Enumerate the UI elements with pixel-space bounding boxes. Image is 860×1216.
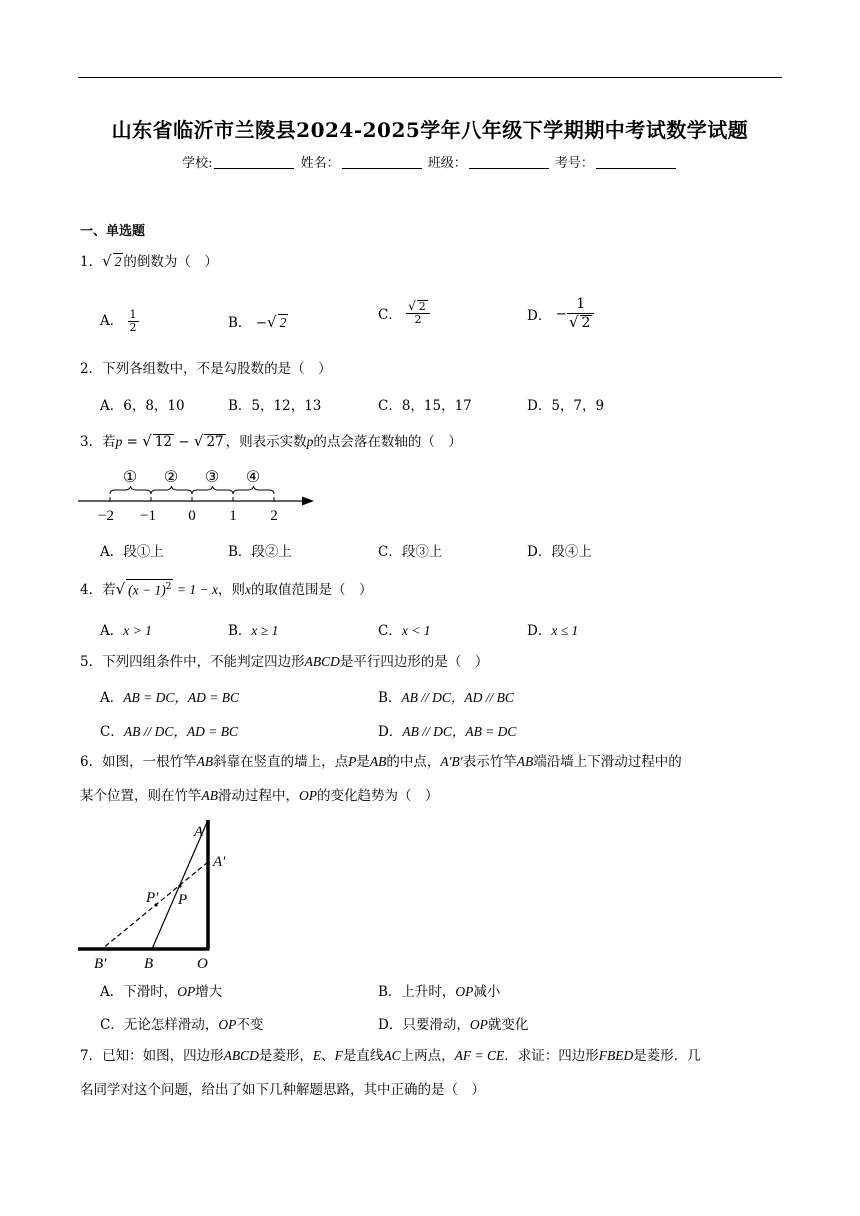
question-2-stem: 2．下列各组数中，不是勾股数的是（ ） bbox=[80, 361, 332, 377]
name-blank[interactable] bbox=[342, 154, 422, 169]
q5-option-b[interactable]: B．AB // DC，AD // BC bbox=[378, 690, 514, 706]
label-a: A bbox=[194, 824, 204, 840]
label-b: B bbox=[144, 956, 154, 972]
q4-option-d[interactable]: D．x ≤ 1 bbox=[527, 623, 579, 639]
question-1-stem bbox=[80, 250, 218, 273]
name-label: 姓名： bbox=[300, 156, 340, 171]
tick-label: −2 bbox=[98, 508, 114, 524]
segment-1-label: ① bbox=[122, 469, 138, 486]
number-line-figure bbox=[78, 464, 318, 526]
segment-4-label: ④ bbox=[245, 469, 261, 486]
q3-option-b[interactable]: B．段②上 bbox=[228, 544, 292, 560]
q2-option-b[interactable]: B．5，12，13 bbox=[228, 398, 322, 414]
q1-a-label: A． bbox=[100, 313, 124, 329]
tick-label: −1 bbox=[140, 508, 156, 524]
q1-option-d[interactable]: D． − $\frac{1}{√ 2}$ bbox=[527, 296, 594, 332]
label-o: O bbox=[197, 956, 208, 972]
tick-label: 2 bbox=[270, 508, 278, 524]
q1-radicand: 2 bbox=[114, 254, 122, 269]
q4-option-b[interactable]: B．x ≥ 1 bbox=[228, 623, 279, 639]
label-ap: A′ bbox=[213, 854, 226, 870]
question-5-stem: 5．下列四组条件中，不能判定四边形ABCD是平行四边形的是（ ） bbox=[80, 654, 489, 670]
question-6-stem-line1: 6．如图，一根竹竿AB斜靠在竖直的墙上，点P是AB的中点，A′B′表示竹竿AB端沿墙上下滑动过程中的 bbox=[80, 754, 682, 770]
label-pp: P′ bbox=[146, 890, 159, 906]
q2-option-d[interactable]: D．5，7，9 bbox=[527, 398, 605, 414]
label-bp: B′ bbox=[94, 956, 107, 972]
q1-c-label: C． bbox=[378, 307, 402, 323]
question-7-stem-line2: 名同学对这个问题，给出了如下几种解题思路，其中正确的是（ ） bbox=[80, 1082, 485, 1098]
q1-option-a[interactable] bbox=[100, 309, 139, 334]
question-3-stem: 3．若p = √ 12 − √ 27 ，则表示实数p的点会落在数轴的（ ） bbox=[80, 432, 462, 450]
q2-option-c[interactable]: C．8，15，17 bbox=[378, 398, 472, 414]
q1-d-fraction: $\frac{1}{√ 2}$ bbox=[567, 296, 594, 332]
q3-option-d[interactable]: D．段④上 bbox=[527, 544, 592, 560]
school-label: 学校: bbox=[182, 156, 213, 171]
tick-label: 1 bbox=[229, 508, 237, 524]
q6-option-b[interactable]: B．上升时，OP减小 bbox=[378, 984, 501, 1000]
tick-label: 0 bbox=[188, 508, 196, 524]
section-title: 一、单选题 bbox=[80, 224, 146, 239]
q1-stem-text: 的倒数为（ ） bbox=[123, 254, 218, 270]
q6-option-a[interactable]: A．下滑时，OP增大 bbox=[100, 984, 223, 1000]
student-info-line bbox=[0, 152, 860, 171]
id-label: 考号： bbox=[554, 156, 594, 171]
q1-option-c[interactable] bbox=[378, 300, 430, 326]
class-blank[interactable] bbox=[469, 154, 549, 169]
q5-option-c[interactable]: C．AB // DC，AD = BC bbox=[100, 724, 238, 740]
q6-option-d[interactable]: D．只要滑动，OP就变化 bbox=[378, 1017, 529, 1033]
sqrt-sign: √ bbox=[102, 252, 112, 270]
q1-option-b[interactable]: B． −√ 2 bbox=[228, 313, 287, 331]
q3-option-c[interactable]: C．段③上 bbox=[378, 544, 443, 560]
q2-option-a[interactable]: A．6，8，10 bbox=[100, 398, 185, 414]
school-blank[interactable] bbox=[214, 154, 294, 169]
q6-option-c[interactable]: C．无论怎样滑动，OP不变 bbox=[100, 1017, 264, 1033]
class-label: 班级： bbox=[427, 156, 467, 171]
question-6-stem-line2: 某个位置，则在竹竿AB滑动过程中，OP的变化趋势为（ ） bbox=[80, 788, 439, 804]
q1-c-fraction: $\frac{√ 2}{2}$ bbox=[406, 300, 430, 326]
top-rule bbox=[78, 77, 782, 78]
question-4-stem: 4．若√ $(x - 1)^2 = 1 - x$，则x的取值范围是（ ） bbox=[80, 580, 373, 598]
page-title: 山东省临沂市兰陵县2024-2025学年八年级下学期期中考试数学试题 bbox=[111, 118, 749, 142]
q4-option-a[interactable]: A．x > 1 bbox=[100, 623, 152, 639]
q1-number: 1． bbox=[80, 254, 103, 270]
q5-option-d[interactable]: D．AB // DC，AB = DC bbox=[378, 724, 517, 740]
q1-b-label: B． bbox=[228, 315, 252, 331]
q4-option-c[interactable]: C．x < 1 bbox=[378, 623, 431, 639]
q3-option-a[interactable]: A．段①上 bbox=[100, 544, 164, 560]
q1-d-label: D． bbox=[527, 308, 552, 324]
ladder-wall-figure bbox=[76, 816, 256, 976]
segment-3-label: ③ bbox=[204, 469, 220, 486]
id-blank[interactable] bbox=[596, 154, 676, 169]
q1-a-fraction: $\frac{1}{2}$ bbox=[129, 308, 137, 334]
segment-2-label: ② bbox=[163, 469, 179, 486]
axis-arrow-icon bbox=[302, 497, 314, 506]
point-p bbox=[178, 884, 181, 887]
label-p: P bbox=[178, 892, 188, 908]
q5-option-a[interactable]: A．AB = DC，AD = BC bbox=[100, 690, 239, 706]
question-7-stem-line1: 7．已知：如图，四边形ABCD是菱形，E、F是直线AC上两点，AF = CE．求证：四边形FBED是菱形．几 bbox=[80, 1048, 701, 1064]
